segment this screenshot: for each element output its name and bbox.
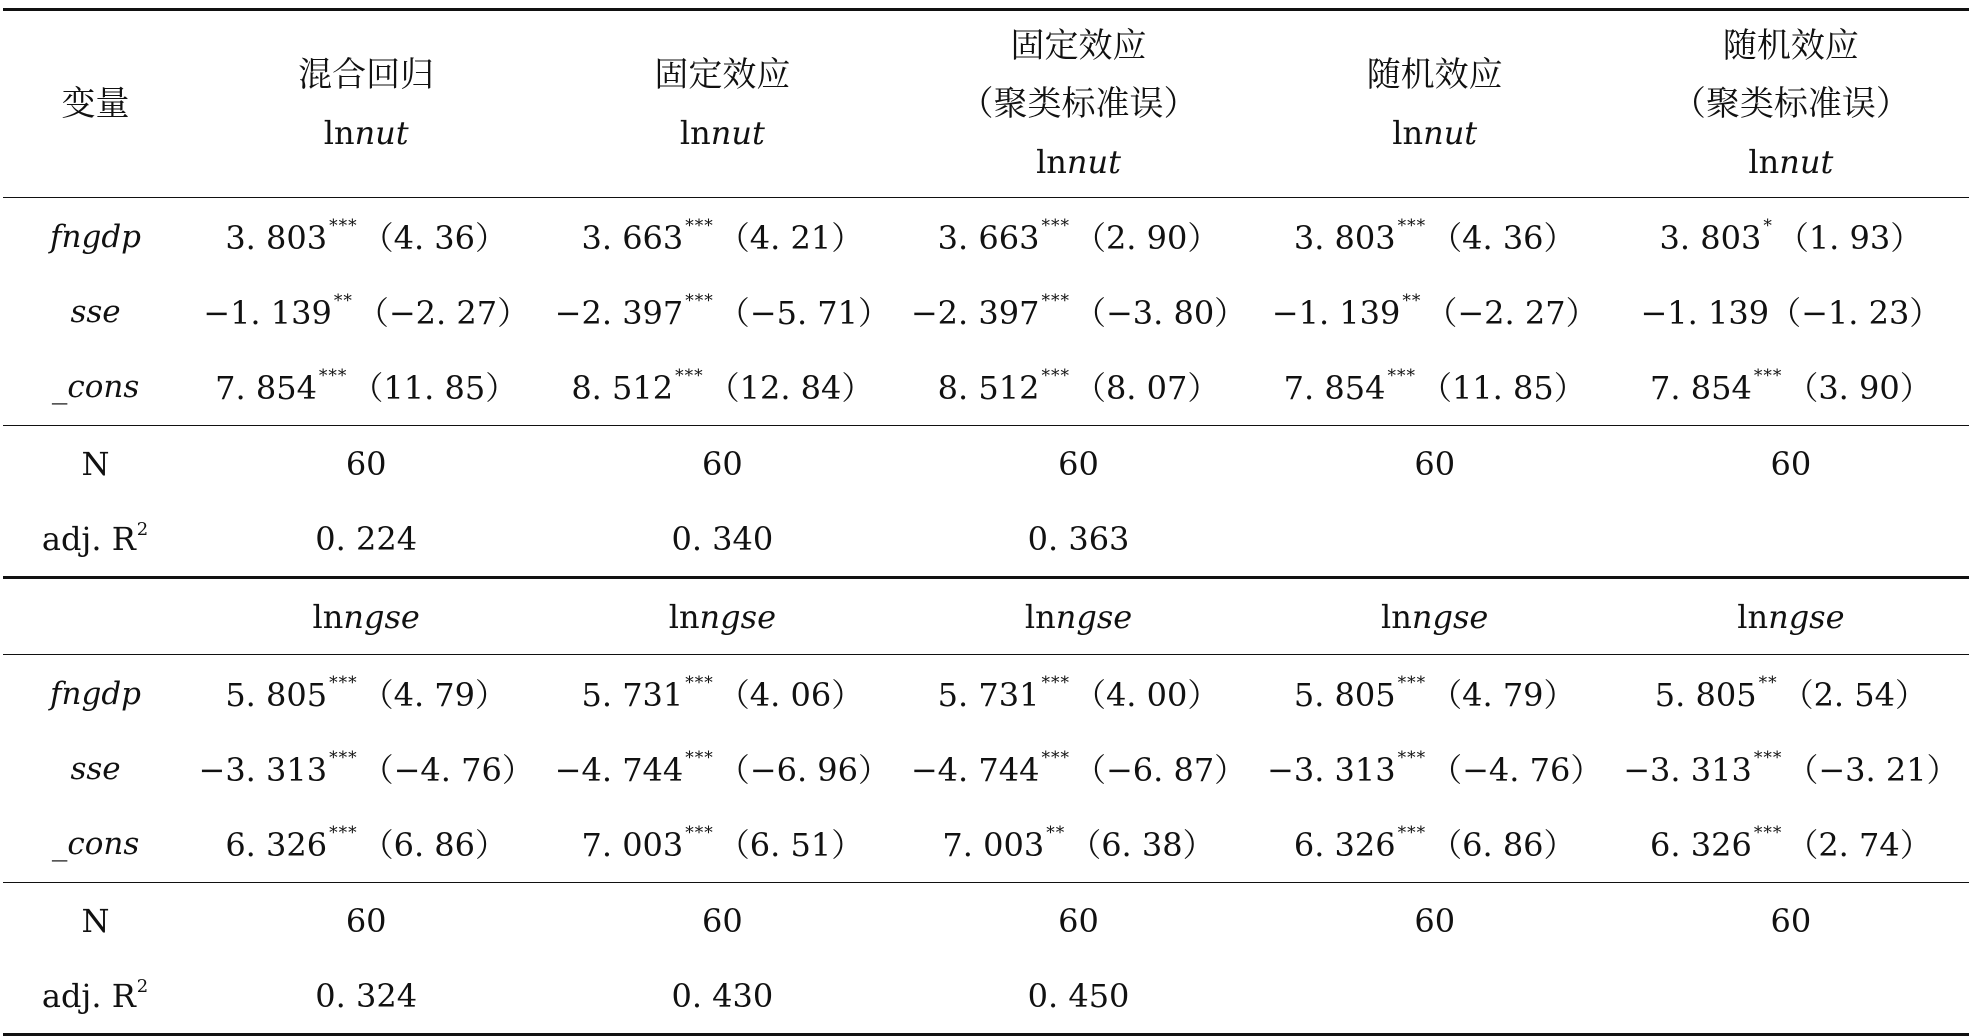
coefficient: 3. 663 <box>581 218 684 257</box>
coefficient: −1. 139 <box>1271 293 1401 332</box>
coef-cell <box>188 275 544 350</box>
significance-stars: *** <box>685 290 714 311</box>
adj-r2-value: 0. 430 <box>544 958 900 1035</box>
significance-stars: *** <box>1397 747 1427 768</box>
observations-value: 60 <box>1257 883 1613 959</box>
header-fixed: 固定效应 lnnut <box>544 10 900 198</box>
t-statistic: （3. 90） <box>1786 368 1932 407</box>
coefficient: 3. 663 <box>937 218 1040 257</box>
header-row <box>3 10 1969 198</box>
observations-value: 60 <box>544 426 900 502</box>
t-statistic: （−1. 23） <box>1769 293 1942 332</box>
coefficient: −3. 313 <box>1267 750 1396 789</box>
adj-r2-value: 0. 340 <box>671 519 774 558</box>
coefficient: −3. 313 <box>198 750 328 789</box>
coef-cell <box>544 807 900 883</box>
observations-value: 60 <box>1257 426 1613 502</box>
coef-cell <box>1257 198 1613 276</box>
observations-value: 60 <box>188 426 544 502</box>
t-statistic: （4. 79） <box>1430 675 1576 714</box>
header-random: 随机效应 lnnut <box>1257 10 1613 198</box>
significance-stars: *** <box>329 822 358 843</box>
adj-r2-value <box>1613 501 1969 578</box>
significance-stars: *** <box>1753 747 1783 768</box>
coef-cell <box>188 350 544 426</box>
variable-label: _cons <box>51 826 140 862</box>
coef-cell <box>544 350 900 426</box>
coef-cell <box>1613 198 1969 276</box>
coef-cell <box>544 732 900 807</box>
t-statistic: （6. 38） <box>1069 825 1215 864</box>
adj-r2-value: 0. 363 <box>1027 519 1130 558</box>
coef-cell <box>900 732 1256 807</box>
coef-cell <box>1613 807 1969 883</box>
t-statistic: （6. 86） <box>361 825 508 864</box>
t-statistic: （−4. 76） <box>1430 750 1603 789</box>
dep-var-cell: lnngse <box>188 578 544 655</box>
significance-stars: ** <box>1758 672 1778 693</box>
coef-row-cons <box>3 350 1969 426</box>
header-variable: 变量 <box>3 10 188 198</box>
t-statistic: （2. 74） <box>1786 825 1932 864</box>
observations-label: N <box>3 426 188 502</box>
variable-label: sse <box>70 294 121 330</box>
observations-value: 60 <box>1613 883 1969 959</box>
significance-stars: *** <box>1041 747 1070 768</box>
coef-cell <box>544 275 900 350</box>
coef-cell <box>1257 655 1613 733</box>
coef-row-cons <box>3 807 1969 883</box>
coef-row-fngdp <box>3 198 1969 276</box>
coefficient: 7. 003 <box>942 825 1045 864</box>
adj-r2-label: adj. $R^2$ <box>41 518 150 558</box>
coef-cell <box>1257 350 1613 426</box>
observations-value: 60 <box>544 883 900 959</box>
coef-row-sse <box>3 732 1969 807</box>
observations-row <box>3 883 1969 959</box>
coef-cell <box>900 275 1256 350</box>
significance-stars: *** <box>685 822 714 843</box>
t-statistic: （2. 54） <box>1781 675 1927 714</box>
t-statistic: （1. 93） <box>1776 218 1923 257</box>
coef-cell <box>1257 732 1613 807</box>
t-statistic: （−2. 27） <box>356 293 530 332</box>
coefficient: 6. 326 <box>1650 825 1752 864</box>
coefficient: −2. 397 <box>910 293 1040 332</box>
t-statistic: （−3. 80） <box>1073 293 1247 332</box>
significance-stars: *** <box>685 672 714 693</box>
dep-var-cell: lnngse <box>900 578 1256 655</box>
panel-1 <box>3 198 1969 578</box>
observations-label: N <box>3 883 188 959</box>
coef-cell <box>900 807 1256 883</box>
significance-stars: *** <box>329 215 358 236</box>
significance-stars: *** <box>329 747 358 768</box>
coef-cell <box>188 655 544 733</box>
observations-value: 60 <box>900 426 1256 502</box>
variable-label: _cons <box>51 369 140 405</box>
significance-stars: *** <box>1753 822 1783 843</box>
t-statistic: （11. 85） <box>351 368 518 407</box>
coefficient: −3. 313 <box>1623 750 1752 789</box>
t-statistic: （8. 07） <box>1073 368 1220 407</box>
observations-value: 60 <box>1613 426 1969 502</box>
significance-stars: *** <box>1041 672 1070 693</box>
coefficient: 7. 003 <box>581 825 684 864</box>
t-statistic: （4. 06） <box>717 675 864 714</box>
observations-value: 60 <box>188 883 544 959</box>
dep-var-cell: lnngse <box>1613 578 1969 655</box>
significance-stars: *** <box>329 672 358 693</box>
panel-2 <box>3 655 1969 1035</box>
significance-stars: *** <box>1387 365 1416 386</box>
t-statistic: （−6. 87） <box>1073 750 1247 789</box>
coefficient: −2. 397 <box>554 293 684 332</box>
significance-stars: *** <box>1041 365 1070 386</box>
coef-cell <box>1257 275 1613 350</box>
coefficient: 6. 326 <box>1293 825 1396 864</box>
coefficient: 5. 805 <box>1293 675 1396 714</box>
coef-cell <box>900 350 1256 426</box>
observations-row <box>3 426 1969 502</box>
significance-stars: *** <box>1753 365 1783 386</box>
variable-label: sse <box>70 751 121 787</box>
coefficient: 5. 731 <box>937 675 1040 714</box>
coefficient: 8. 512 <box>937 368 1040 407</box>
adj-r2-row <box>3 501 1969 578</box>
t-statistic: （2. 90） <box>1073 218 1220 257</box>
t-statistic: （6. 51） <box>717 825 864 864</box>
adj-r2-value <box>1257 501 1613 578</box>
table-header-section <box>3 10 1969 198</box>
adj-r2-value <box>1613 958 1969 1035</box>
coefficient: 3. 803 <box>225 218 328 257</box>
variable-label: fngdp <box>3 655 188 733</box>
significance-stars: *** <box>318 365 348 386</box>
coefficient: 3. 803 <box>1293 218 1396 257</box>
significance-stars: *** <box>1041 215 1070 236</box>
coefficient: 8. 512 <box>571 368 674 407</box>
coefficient: −4. 744 <box>910 750 1040 789</box>
coefficient: −1. 139 <box>1640 293 1770 332</box>
adj-r2-value: 0. 224 <box>315 519 418 558</box>
t-statistic: （4. 36） <box>1430 218 1576 257</box>
coef-cell <box>1257 807 1613 883</box>
coef-cell <box>1613 655 1969 733</box>
coef-cell <box>544 198 900 276</box>
panel-2-dependent-row <box>3 578 1969 655</box>
t-statistic: （4. 79） <box>361 675 508 714</box>
coefficient: 3. 803 <box>1659 218 1762 257</box>
t-statistic: （4. 21） <box>717 218 864 257</box>
coef-cell <box>188 732 544 807</box>
header-pooled: 混合回归 lnnut <box>188 10 544 198</box>
significance-stars: *** <box>1041 290 1070 311</box>
regression-table <box>3 8 1969 1036</box>
t-statistic: （4. 00） <box>1073 675 1220 714</box>
t-statistic: （−4. 76） <box>361 750 534 789</box>
coefficient: 5. 731 <box>581 675 684 714</box>
t-statistic: （12. 84） <box>707 368 874 407</box>
coef-cell <box>900 198 1256 276</box>
coefficient: 7. 854 <box>1283 368 1386 407</box>
significance-stars: * <box>1763 215 1773 236</box>
significance-stars: *** <box>1397 672 1427 693</box>
significance-stars: *** <box>1397 215 1427 236</box>
coefficient: −1. 139 <box>203 293 332 332</box>
coef-cell <box>1613 275 1969 350</box>
header-fixed-clustered: 固定效应 （聚类标准误） lnnut <box>900 10 1256 198</box>
significance-stars: *** <box>685 747 714 768</box>
adj-r2-label: adj. $R^2$ <box>3 958 188 1035</box>
t-statistic: （−3. 21） <box>1786 750 1959 789</box>
coef-cell <box>900 655 1256 733</box>
t-statistic: （−5. 71） <box>717 293 891 332</box>
variable-label: fngdp <box>3 198 188 276</box>
adj-r2-value: 0. 450 <box>900 958 1256 1035</box>
coefficient: −4. 744 <box>554 750 684 789</box>
coefficient: 7. 854 <box>1650 368 1752 407</box>
coef-cell <box>1613 350 1969 426</box>
coefficient: 7. 854 <box>215 368 317 407</box>
coefficient: 5. 805 <box>225 675 328 714</box>
coefficient: 6. 326 <box>225 825 328 864</box>
significance-stars: ** <box>1046 822 1066 843</box>
coef-row-fngdp <box>3 655 1969 733</box>
coef-cell <box>544 655 900 733</box>
t-statistic: （4. 36） <box>361 218 508 257</box>
significance-stars: *** <box>1397 822 1427 843</box>
observations-value: 60 <box>900 883 1256 959</box>
adj-r2-value: 0. 324 <box>188 958 544 1035</box>
coef-cell <box>188 807 544 883</box>
coef-row-sse <box>3 275 1969 350</box>
t-statistic: （6. 86） <box>1430 825 1576 864</box>
significance-stars: *** <box>685 215 714 236</box>
adj-r2-row <box>3 958 1969 1035</box>
coefficient: 5. 805 <box>1654 675 1757 714</box>
t-statistic: （11. 85） <box>1419 368 1586 407</box>
coef-cell <box>188 198 544 276</box>
significance-stars: *** <box>675 365 704 386</box>
significance-stars: ** <box>1402 290 1422 311</box>
t-statistic: （−2. 27） <box>1425 293 1598 332</box>
coef-cell <box>1613 732 1969 807</box>
adj-r2-value <box>1257 958 1613 1035</box>
dep-var-cell: lnngse <box>544 578 900 655</box>
dep-var-cell: lnngse <box>1257 578 1613 655</box>
panel-2-subheader <box>3 578 1969 655</box>
empty-cell <box>3 578 188 655</box>
t-statistic: （−6. 96） <box>717 750 891 789</box>
header-random-clustered: 随机效应 （聚类标准误） lnnut <box>1613 10 1969 198</box>
significance-stars: ** <box>333 290 353 311</box>
